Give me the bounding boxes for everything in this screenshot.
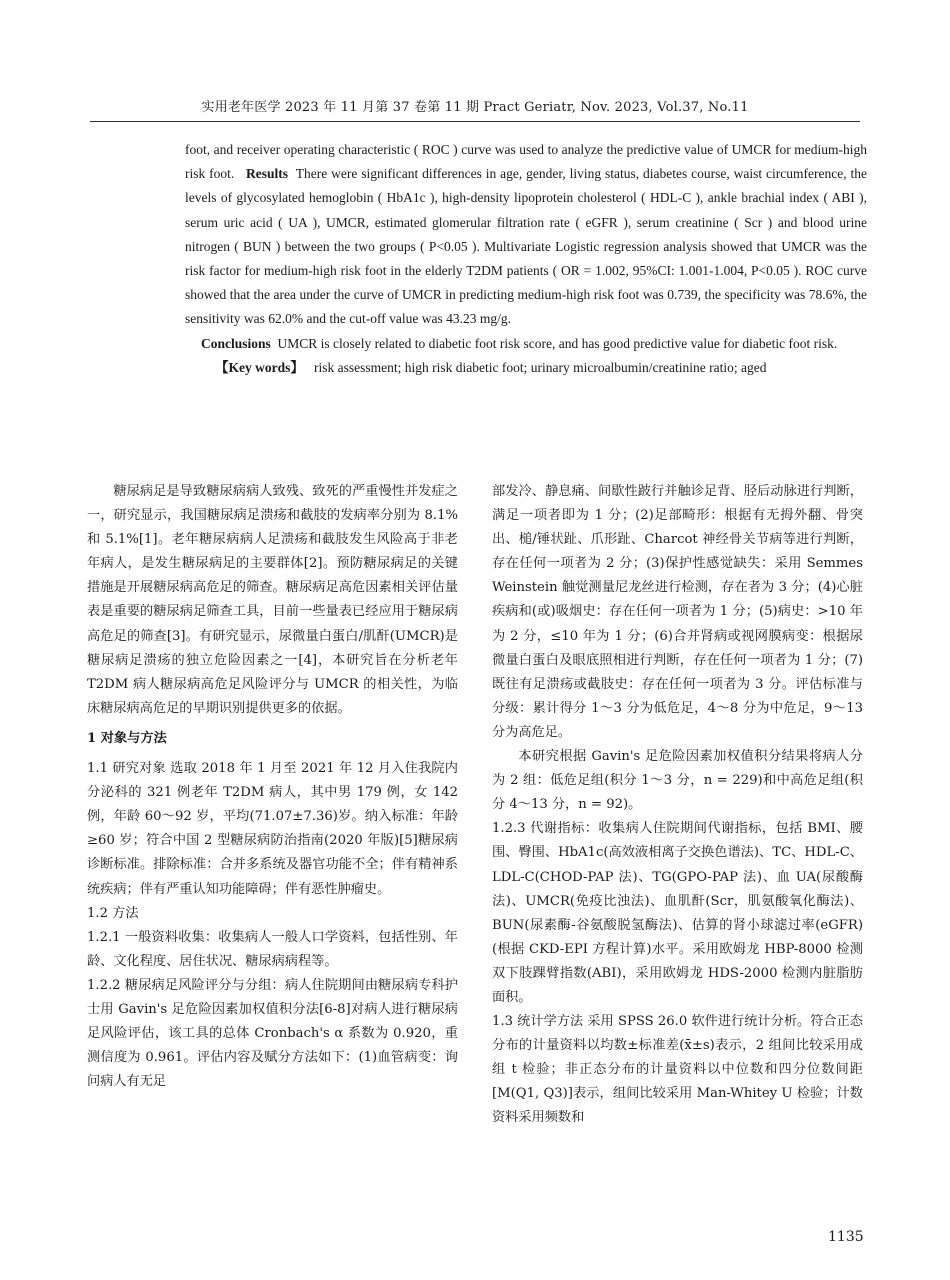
subsection-1-2: 1.2 方法 <box>87 905 139 921</box>
keywords-label: 【Key words】 <box>215 359 304 375</box>
abstract-english <box>185 138 867 380</box>
scoring-continuation: 部发冷、静息痛、间歇性跛行并触诊足背、胫后动脉进行判断，满足一项者即为 1 分；(2)足部畸形：根据有无拇外翻、骨突出、槌/锤状趾、爪形趾、Charcot 神经骨关节病等进行判断，存在任何一项者为 2 分；(3)保护性感觉缺失：采用 Semmes Weinstein 触觉测量尼龙丝进行检测，存在者为 3 分；(4)心脏疾病和(或)吸烟史：存在任何一项者为 1 分；(5)病史：>10 年为 2 分，≤10 年为 1 分；(6)合并肾病或视网膜病变：根据尿微量白蛋白及眼底照相进行判断，存在任何一项者为 1 分；(7)既往有足溃疡或截肢史：存在任何一项者为 3 分。评估标准与分级：累计得分 1～3 分为低危足，4～8 分为中危足，9～13 分为高危足。 <box>492 484 863 740</box>
header-rule <box>90 121 860 122</box>
subsection-1-2-3: 1.2.3 代谢指标：收集病人住院期间代谢指标，包括 BMI、腰围、臀围、HbA1c(高效液相离子交换色谱法)、TC、HDL-C、LDL-C(CHOD-PAP 法)、TG(GPO-PAP 法)、血 UA(尿酸酶法)、UMCR(免疫比浊法)、血肌酐(Scr，肌氨酸氧化酶法)、BUN(尿素酶-谷氨酸脱氢酶法)、估算的肾小球滤过率(eGFR)(根据 CKD-EPI 方程计算)水平。采用欧姆龙 HBP-8000 检测双下肢踝臂指数(ABI)，采用欧姆龙 HDS-2000 检测内脏脂肪面积。 <box>492 821 863 1005</box>
keywords-text: risk assessment; high risk diabetic foot; urinary microalbumin/creatinine ratio; aged <box>314 359 767 375</box>
abstract-results-paragraph <box>185 138 867 332</box>
subsection-1-1: 1.1 研究对象 选取 2018 年 1 月至 2021 年 12 月入住我院内分泌科的 321 例老年 T2DM 病人，其中男 179 例，女 142 例，年龄 60～92 岁，平均(71.07±7.36)岁。纳入标准：年龄≥60 岁；符合中国 2 型糖尿病防治指南(2020 年版)[5]糖尿病诊断标准。排除标准：合并多系统及器官功能不全；伴有精神系统疾病；伴有严重认知功能障碍；伴有恶性肿瘤史。 <box>87 761 458 897</box>
left-column <box>87 480 458 1094</box>
conclusions-text: UMCR is closely related to diabetic foot risk score, and has good predictive value for diabetic foot risk. <box>277 335 838 351</box>
results-text: There were significant differences in age, gender, living status, diabetes course, waist circumference, the levels of glycosylated hemoglobin ( HbA1c ), high-density lipoprotein cholesterol ( HDL-C ), ankle brachial index ( ABI ), serum uric acid ( UA ), UMCR, estimated glomerular filtration rate ( eGFR ), serum creatinine ( Scr ) and blood urine nitrogen ( BUN ) between the two groups ( P<0.05 ). Multivariate Logistic regression analysis showed that UMCR was the risk factor for medium-high risk foot in the elderly T2DM patients ( OR = 1.002, 95%CI: 1.001-1.004, P<0.05 ). ROC curve showed that the area under the curve of UMCR in predicting medium-high risk foot was 0.739, the specificity was 78.6%, the sensitivity was 62.0% and the cut-off value was 43.23 mg/g. <box>185 166 868 327</box>
section-heading-methods: 1 对象与方法 <box>87 730 167 746</box>
subsection-1-2-1: 1.2.1 一般资料收集：收集病人一般人口学资料，包括性别、年龄、文化程度、居住状况、糖尿病病程等。 <box>87 929 458 969</box>
right-column <box>492 480 863 1131</box>
abstract-lead-text: foot, and receiver operating characteristic ( ROC ) curve was used to analyze the predictive value of UMCR for medium-high risk foot. <box>185 142 867 182</box>
grouping-paragraph: 本研究根据 Gavin's 足危险因素加权值积分结果将病人分为 2 组：低危足组(积分 1～3 分，n = 229)和中高危足组(积分 4～13 分，n = 92)。 <box>492 749 863 813</box>
results-label: Results <box>245 166 288 182</box>
page-number: 1135 <box>828 1229 864 1245</box>
intro-paragraph: 糖尿病足是导致糖尿病病人致残、致死的严重慢性并发症之一，研究显示，我国糖尿病足溃疡和截肢的发病率分别为 8.1% 和 5.1%[1]。老年糖尿病病人足溃疡和截肢发生风险高于非老年病人，是发生糖尿病足的主要群体[2]。预防糖尿病足的关键措施是开展糖尿病高危足的筛查。糖尿病足高危因素相关评估量表是重要的糖尿病足筛查工具，目前一些量表已经应用于糖尿病高危足的筛查[3]。有研究显示，尿微量白蛋白/肌酐(UMCR)是糖尿病足溃疡的独立危险因素之一[4]，本研究旨在分析老年 T2DM 病人糖尿病高危足风险评分与 UMCR 的相关性，为临床糖尿病高危足的早期识别提供更多的依据。 <box>87 484 458 716</box>
abstract-conclusions-paragraph <box>185 332 867 356</box>
subsection-1-3: 1.3 统计学方法 采用 SPSS 26.0 软件进行统计分析。符合正态分布的计量资料以均数±标准差(x̄±s)表示，2 组间比较采用成组 t 检验；非正态分布的计量资料以中位数和四分位数间距[M(Q1, Q3)]表示，组间比较采用 Man-Whitey U 检验；计数资料采用频数和 <box>492 1014 863 1126</box>
keywords-paragraph <box>185 356 867 380</box>
subsection-1-2-2: 1.2.2 糖尿病足风险评分与分组：病人住院期间由糖尿病专科护士用 Gavin's 足危险因素加权值积分法[6-8]对病人进行糖尿病足风险评估，该工具的总体 Cronbach's α 系数为 0.920，重测信度为 0.961。评估内容及赋分方法如下：(1)血管病变：询问病人有无足 <box>87 977 458 1090</box>
running-header: 实用老年医学 2023 年 11 月第 37 卷第 11 期 Pract Geriatr, Nov. 2023, Vol.37, No.11 <box>201 100 749 115</box>
conclusions-label: Conclusions <box>201 335 271 351</box>
